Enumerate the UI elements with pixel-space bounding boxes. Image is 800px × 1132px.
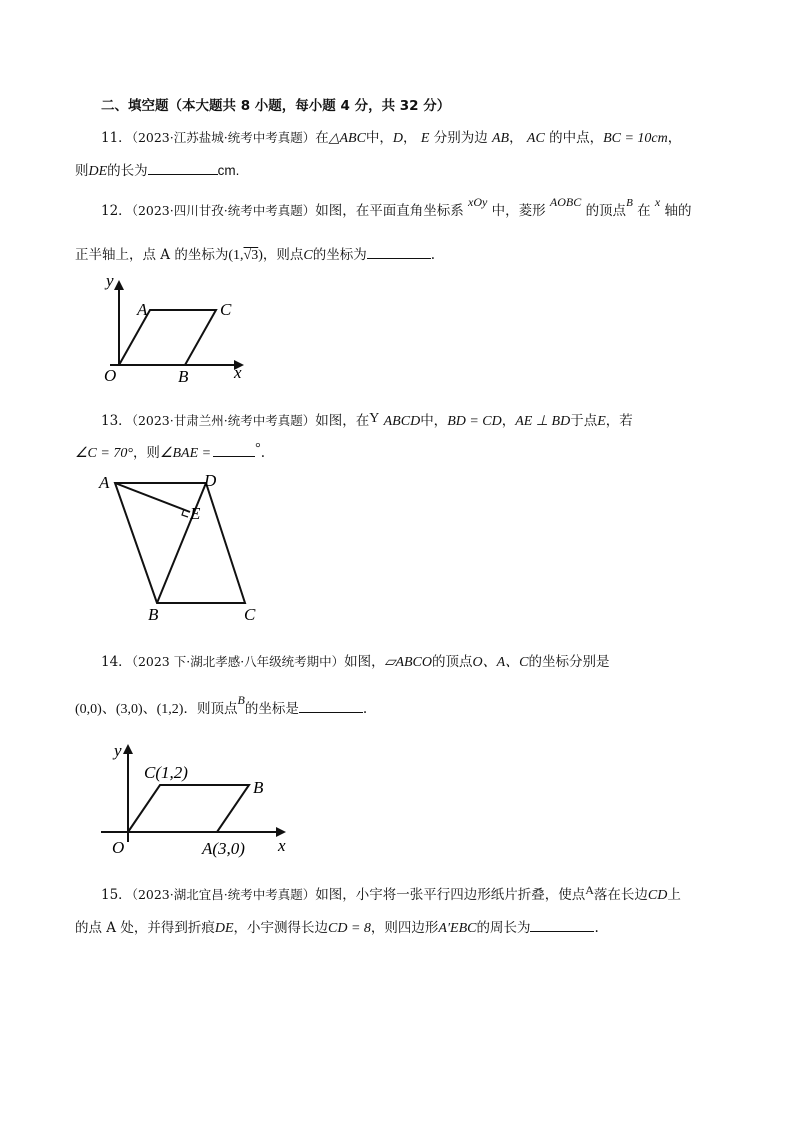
answer-blank[interactable] <box>530 917 594 932</box>
text: ，若 <box>605 413 633 429</box>
text: 如图， <box>344 654 385 670</box>
text: 轴的 <box>664 203 692 219</box>
text: 的坐标是 <box>244 701 299 717</box>
text: ，则 <box>132 445 160 461</box>
question-13-line-1 <box>101 411 633 432</box>
parallelogram-abcd <box>115 483 245 603</box>
parallelogram-abco <box>128 785 249 832</box>
rhombus-aobc <box>119 310 216 365</box>
label-a: A(3,0) <box>202 839 245 858</box>
math-crease-de: DE <box>214 921 234 936</box>
text: ．则顶点 <box>183 701 238 717</box>
answer-blank[interactable] <box>213 442 255 457</box>
question-number: 12． <box>101 203 132 219</box>
question-15-line-2 <box>75 917 599 939</box>
text: 中， <box>365 130 393 146</box>
text: 分别为边 <box>433 130 488 146</box>
math-point-e: E <box>597 414 606 429</box>
label-x: x <box>278 836 286 855</box>
math-point-d: D <box>392 131 404 146</box>
question-12-line-2 <box>75 244 435 266</box>
text: 的中点， <box>549 130 604 146</box>
label-b: B <box>148 605 159 624</box>
text: . <box>430 247 436 263</box>
math-side-ab: AB <box>492 131 510 146</box>
question-source: （2023 下·湖北孝感·八年级统考期中） <box>131 654 345 669</box>
question-number: 13． <box>101 413 132 429</box>
text: 中， <box>420 413 448 429</box>
text: 如图，在平面直角坐标系 <box>315 203 464 219</box>
label-y: y <box>106 271 114 290</box>
text: ，则点 <box>262 247 304 263</box>
question-11-line-1 <box>101 128 681 149</box>
math-sqrt3: √3 <box>243 248 259 263</box>
text: . <box>594 920 599 936</box>
label-o: O <box>112 838 125 857</box>
math-point-e: E <box>420 131 430 146</box>
text: 在 <box>637 203 651 219</box>
text: 的长为 <box>107 163 148 179</box>
text: 上 <box>667 887 681 903</box>
label-c: C(1,2) <box>144 763 188 782</box>
math-point-c: C <box>303 248 313 263</box>
math-point-b: B <box>626 197 633 209</box>
math-quad-aebc: A′EBC <box>438 921 477 936</box>
label-o: O <box>104 366 117 385</box>
text: 则 <box>75 163 89 179</box>
question-14-line-1 <box>101 652 610 673</box>
label-a: A <box>99 473 110 492</box>
text: 于点 <box>570 413 598 429</box>
section-heading: 二、填空题（本大题共 8 小题，每小题 4 分，共 32 分） <box>101 98 451 114</box>
text: 的坐标分别是 <box>528 654 610 670</box>
text: 的顶点 <box>585 203 627 219</box>
degree-symbol: ° <box>255 441 261 456</box>
parallelogram-symbol: Y <box>369 411 380 426</box>
text: 的点 A 处，并得到折痕 <box>75 920 215 936</box>
text: 的顶点 <box>432 654 473 670</box>
label-y: y <box>114 741 122 760</box>
text: . <box>362 701 368 717</box>
question-source: （2023·四川甘孜·统考中考真题） <box>131 203 316 218</box>
label-x: x <box>234 363 242 382</box>
text: 在 <box>315 130 329 146</box>
figure-q13-parallelogram <box>96 470 276 624</box>
math-point-b: B <box>237 693 245 707</box>
figure-q12-rhombus <box>90 270 260 390</box>
answer-blank[interactable] <box>367 244 431 259</box>
text: . <box>260 445 265 461</box>
text: 的坐标为 <box>312 247 367 263</box>
label-c: C <box>244 605 256 624</box>
answer-blank[interactable] <box>299 698 363 713</box>
question-source: （2023·湖北宜昌·统考中考真题） <box>131 887 316 902</box>
math-angle-c: ∠C = 70° <box>75 446 133 461</box>
question-number: 11． <box>101 130 132 146</box>
text: 的周长为 <box>476 920 531 936</box>
math-parallelogram-abco: ▱ABCO <box>384 655 432 670</box>
question-11-line-2 <box>75 160 239 182</box>
question-13-line-2 <box>75 442 265 464</box>
math-coordinates: (0,0)、(3,0)、(1,2) <box>75 702 184 717</box>
question-source: （2023·甘肃兰州·统考中考真题） <box>131 413 316 428</box>
text: 正半轴上，点 A 的坐标为 <box>75 247 229 263</box>
question-12-line-1 <box>101 195 692 222</box>
label-b: B <box>253 778 264 797</box>
question-number: 14． <box>101 654 132 670</box>
math-side-cd: CD <box>647 888 668 903</box>
math-bd-eq-cd: BD = CD <box>447 414 502 429</box>
math-point-a: A <box>585 883 594 897</box>
text: 如图，小宇将一张平行四边形纸片折叠，使点 <box>315 887 586 903</box>
question-source: （2023·江苏盐城·统考中考真题） <box>131 130 316 145</box>
label-e: E <box>190 504 201 523</box>
label-b: B <box>178 367 189 386</box>
math-ae-perp-bd: AE ⊥ BD <box>515 414 571 429</box>
question-15-line-1 <box>101 885 681 906</box>
math-angle-bae: ∠BAE = <box>159 446 212 461</box>
math-cd-eq-8: CD = 8 <box>328 921 371 936</box>
math-segment-de: DE <box>88 164 108 179</box>
math-x-axis: x <box>654 195 661 209</box>
label-c: C <box>220 300 232 319</box>
math-rhombus-aobc: AOBC <box>549 195 582 209</box>
text: 中，菱形 <box>491 203 546 219</box>
math-bc-length: BC = 10cm <box>603 131 668 146</box>
diagonal-bd <box>157 483 206 603</box>
text: 如图，在 <box>315 413 370 429</box>
math-triangle-abc: △ABC <box>328 131 366 146</box>
text: ，则四边形 <box>370 920 439 936</box>
text: ，小宇测得长边 <box>233 920 329 936</box>
unit-text: cm. <box>217 163 240 178</box>
figure-q14-parallelogram <box>98 736 298 861</box>
text: ， <box>403 130 417 146</box>
answer-blank[interactable] <box>148 160 218 175</box>
question-14-line-2 <box>75 693 368 720</box>
text: ， <box>667 130 682 146</box>
text: ， <box>509 130 523 146</box>
math-coord-close: ) <box>258 248 263 263</box>
math-xoy: xOy <box>468 195 488 209</box>
math-coord-open: (1, <box>228 248 244 263</box>
math-vertices: O、A、C <box>472 655 529 670</box>
label-a: A <box>137 300 148 319</box>
math-abcd: ABCD <box>383 414 421 429</box>
question-number: 15． <box>101 887 132 903</box>
text: ， <box>501 413 516 429</box>
label-d: D <box>204 471 217 490</box>
math-side-ac: AC <box>526 131 545 146</box>
segment-ae <box>115 483 190 512</box>
text: 落在长边 <box>593 887 648 903</box>
